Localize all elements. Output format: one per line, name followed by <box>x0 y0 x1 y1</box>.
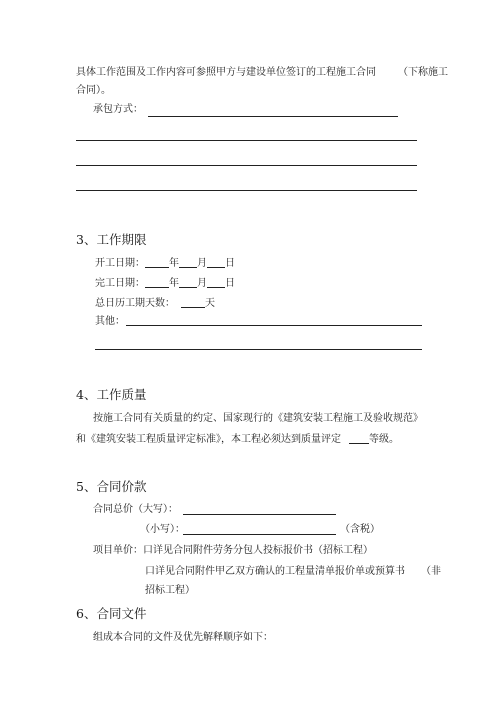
contract-mode-line-2[interactable] <box>76 140 417 141</box>
section-4-heading: 4、工作质量 <box>76 387 147 402</box>
end-day-field[interactable] <box>207 277 225 288</box>
other-field[interactable] <box>126 325 422 326</box>
start-year-field[interactable] <box>145 257 169 268</box>
unit-price-row <box>93 545 373 557</box>
total-days-field[interactable] <box>181 297 205 308</box>
end-month-field[interactable] <box>179 277 197 288</box>
total-price-upper-field[interactable] <box>183 514 336 515</box>
unit-price-label: 项目单价： <box>93 545 143 556</box>
other-field-line-2[interactable] <box>95 349 422 350</box>
total-price-lower-label: （小写）： <box>140 524 185 535</box>
intro-line-2: 合同）。 <box>76 85 111 96</box>
year-label: 年 <box>169 258 179 269</box>
start-month-field[interactable] <box>179 257 197 268</box>
contract-mode-line-3[interactable] <box>76 165 417 166</box>
option-non-tender-text: 口详见合同附件甲乙双方确认的工程量清单报价单或预算书 <box>145 566 405 577</box>
section-3-heading: 3、工作期限 <box>76 232 147 247</box>
day-label: 日 <box>225 278 235 289</box>
quality-text: 和《建筑安装工程质量评定标准》，本工程必须达到质量评定 <box>76 434 341 445</box>
start-day-field[interactable] <box>207 257 225 268</box>
total-price-upper-label: 合同总价（大写）： <box>93 504 178 515</box>
start-date-row <box>95 257 235 270</box>
section-6-heading: 6、合同文件 <box>76 606 147 621</box>
total-price-lower-field[interactable] <box>183 534 336 535</box>
days-unit: 天 <box>205 298 215 309</box>
option-tender[interactable]: 口详见合同附件劳务分包人投标报价书（招标工程） <box>143 545 373 556</box>
end-date-row <box>95 277 235 290</box>
option-non-tender-line-2: 招标工程） <box>145 585 195 596</box>
contract-mode-label: 承包方式： <box>93 104 143 115</box>
grade-suffix: 等级。 <box>369 434 399 445</box>
month-label: 月 <box>197 278 207 289</box>
contract-mode-line-4[interactable] <box>76 190 417 191</box>
quality-para-1: 按施工合同有关质量的约定、国家现行的《建筑安装工程施工及验收规范》 <box>93 413 423 424</box>
intro-line-1 <box>76 67 448 79</box>
end-year-field[interactable] <box>145 277 169 288</box>
option-non-tender[interactable] <box>145 566 441 578</box>
intro-tail: （下称施工 <box>398 67 448 78</box>
month-label: 月 <box>197 258 207 269</box>
other-label: 其他： <box>95 316 125 327</box>
start-date-label: 开工日期： <box>95 258 145 269</box>
total-days-row <box>95 297 215 310</box>
contract-mode-field[interactable] <box>148 116 398 117</box>
documents-intro: 组成本合同的文件及优先解释顺序如下： <box>93 632 273 643</box>
section-5-heading: 5、合同价款 <box>76 479 147 494</box>
intro-text: 具体工作范围及工作内容可参照甲方与建设单位签订的工程施工合同 <box>76 67 376 78</box>
day-label: 日 <box>225 258 235 269</box>
tax-note: （含税） <box>340 524 380 535</box>
option-non-tender-tail: （非 <box>421 566 441 577</box>
end-date-label: 完工日期： <box>95 278 145 289</box>
year-label: 年 <box>169 278 179 289</box>
total-days-label: 总日历工期天数： <box>95 298 175 309</box>
quality-grade-field[interactable] <box>349 433 369 444</box>
quality-para-2 <box>76 433 399 446</box>
